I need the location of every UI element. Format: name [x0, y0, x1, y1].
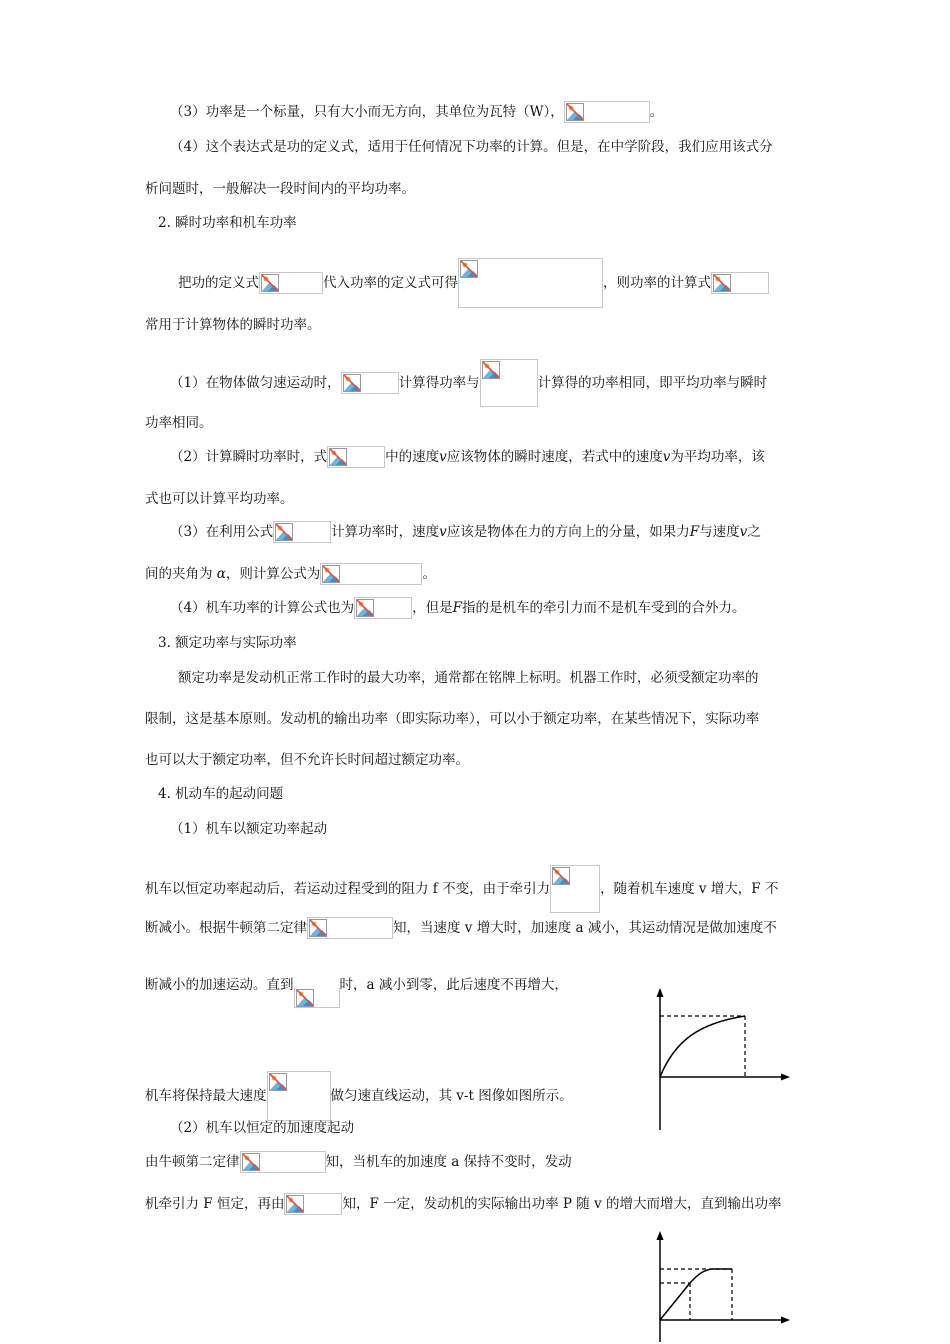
vt-graph-constant-power: [640, 985, 800, 1135]
broken-image-icon: [356, 599, 374, 617]
v-axis-arrow: [657, 988, 664, 997]
formula-image-p-wt: [480, 359, 538, 407]
broken-image-icon: [713, 274, 731, 292]
formula-image-power-derivation: [458, 258, 603, 308]
broken-image-icon: [275, 523, 293, 541]
broken-image-icon: [242, 1153, 260, 1171]
broken-image-icon: [460, 260, 478, 278]
para-intro-tail: 常用于计算物体的瞬时功率。: [145, 316, 321, 333]
formula-image-p-fvcos: [320, 563, 422, 585]
vt-graph-constant-accel: [640, 1228, 800, 1342]
curved-segment: [690, 1269, 732, 1283]
formula-image-p-fv: [284, 1193, 342, 1215]
formula-image-p-fv: [341, 372, 399, 394]
broken-image-icon: [552, 867, 570, 885]
formula-image-work: [259, 272, 323, 294]
para-rated-line1: 额定功率是发动机正常工作时的最大功率，通常都在铭牌上标明。机器工作时，必须受额定功率的: [178, 669, 759, 686]
formula-image-p-fv: [711, 272, 769, 294]
broken-image-icon: [343, 374, 361, 392]
subheading-rated-start: （1）机车以额定功率起动: [170, 820, 328, 837]
formula-image-newton-second: [307, 917, 393, 939]
broken-image-icon: [482, 361, 500, 379]
broken-image-icon: [309, 919, 327, 937]
subheading-constant-accel: （2）机车以恒定的加速度起动: [170, 1119, 355, 1136]
formula-image-f-equals-f: [294, 988, 340, 1008]
broken-image-icon: [329, 448, 347, 466]
para-rated-line2: 限制，这是基本原则。发动机的输出功率（即实际功率），可以小于额定功率，在某些情况下，实际功率: [145, 710, 760, 727]
formula-image-f-pv: [550, 865, 600, 913]
linear-segment: [660, 1283, 690, 1320]
para-definition-line1: （4）这个表达式是功的定义式，适用于任何情况下功率的计算。但是，在中学阶段，我们应用该式分: [170, 138, 773, 155]
para-power-scalar: （3）功率是一个标量，只有大小而无方向，其单位为瓦特（W）， 。: [170, 101, 663, 121]
para-rated-line3: 也可以大于额定功率，但不允许长时间超过额定功率。: [145, 751, 469, 768]
para-item-1-tail: 功率相同。: [145, 414, 213, 431]
broken-image-icon: [269, 1073, 287, 1091]
formula-image-unit: [564, 101, 650, 123]
t-axis-arrow: [781, 1317, 790, 1324]
v-axis-arrow: [657, 1231, 664, 1240]
velocity-curve: [660, 1016, 745, 1077]
formula-image-p-fv: [273, 521, 331, 543]
para-start-line3: 断减小的加速运动。直到 时，a 减小到零，此后速度不再增大，: [145, 974, 568, 994]
para-definition-line2: 析问题时，一般解决一段时间内的平均功率。: [145, 180, 415, 197]
para-item-3: （3）在利用公式 计算功率时，速度v应该是物体在力的方向上的分量，如果力F与速度v之: [170, 521, 761, 541]
heading-instant-power: 2. 瞬时功率和机车功率: [158, 214, 297, 231]
heading-start-problem: 4. 机动车的起动问题: [158, 785, 284, 802]
broken-image-icon: [286, 1195, 304, 1213]
t-axis-arrow: [781, 1074, 790, 1081]
heading-rated-power: 3. 额定功率与实际功率: [158, 634, 297, 651]
formula-image-p-fv: [327, 446, 385, 468]
para-start-line4: 机车将保持最大速度 做匀速直线运动，其 v-t 图像如图所示。: [145, 1071, 573, 1091]
formula-image-vmax: [267, 1071, 331, 1121]
broken-image-icon: [322, 565, 340, 583]
formula-image-newton-second: [240, 1151, 326, 1173]
formula-image-p-fv: [354, 597, 412, 619]
para-intro-formulas: 把功的定义式 代入功率的定义式可得 ，则功率的计算式: [178, 258, 769, 278]
para-accel-line1: 由牛顿第二定律 知，当机车的加速度 a 保持不变时，发动: [145, 1151, 572, 1171]
para-item-3-tail: 间的夹角为 α，则计算公式为 。: [145, 563, 436, 583]
para-start-line1: 机车以恒定功率起动后，若运动过程受到的阻力 f 不变，由于牵引力 ，随着机车速度 v 增大，F 不: [145, 865, 778, 885]
para-start-line2: 断减小。根据牛顿第二定律 知，当速度 v 增大时，加速度 a 减小，其运动情况是做加速度不: [145, 917, 777, 937]
broken-image-icon: [296, 989, 314, 1007]
broken-image-icon: [261, 274, 279, 292]
para-item-2: （2）计算瞬时功率时，式 中的速度v应该物体的瞬时速度，若式中的速度v为平均功率，该: [170, 446, 765, 466]
para-item-2-tail: 式也可以计算平均功率。: [145, 490, 294, 507]
broken-image-icon: [566, 103, 584, 121]
para-item-4: （4）机车功率的计算公式也为 ，但是F指的是机车的牵引力而不是机车受到的合外力。: [170, 597, 745, 617]
para-accel-line2: 机牵引力 F 恒定，再由 知，F 一定，发动机的实际输出功率 P 随 v 的增大而增大，直到输出功率: [145, 1193, 782, 1213]
para-item-1: （1）在物体做匀速运动时， 计算得功率与 计算得的功率相同，即平均功率与瞬时: [170, 359, 767, 379]
